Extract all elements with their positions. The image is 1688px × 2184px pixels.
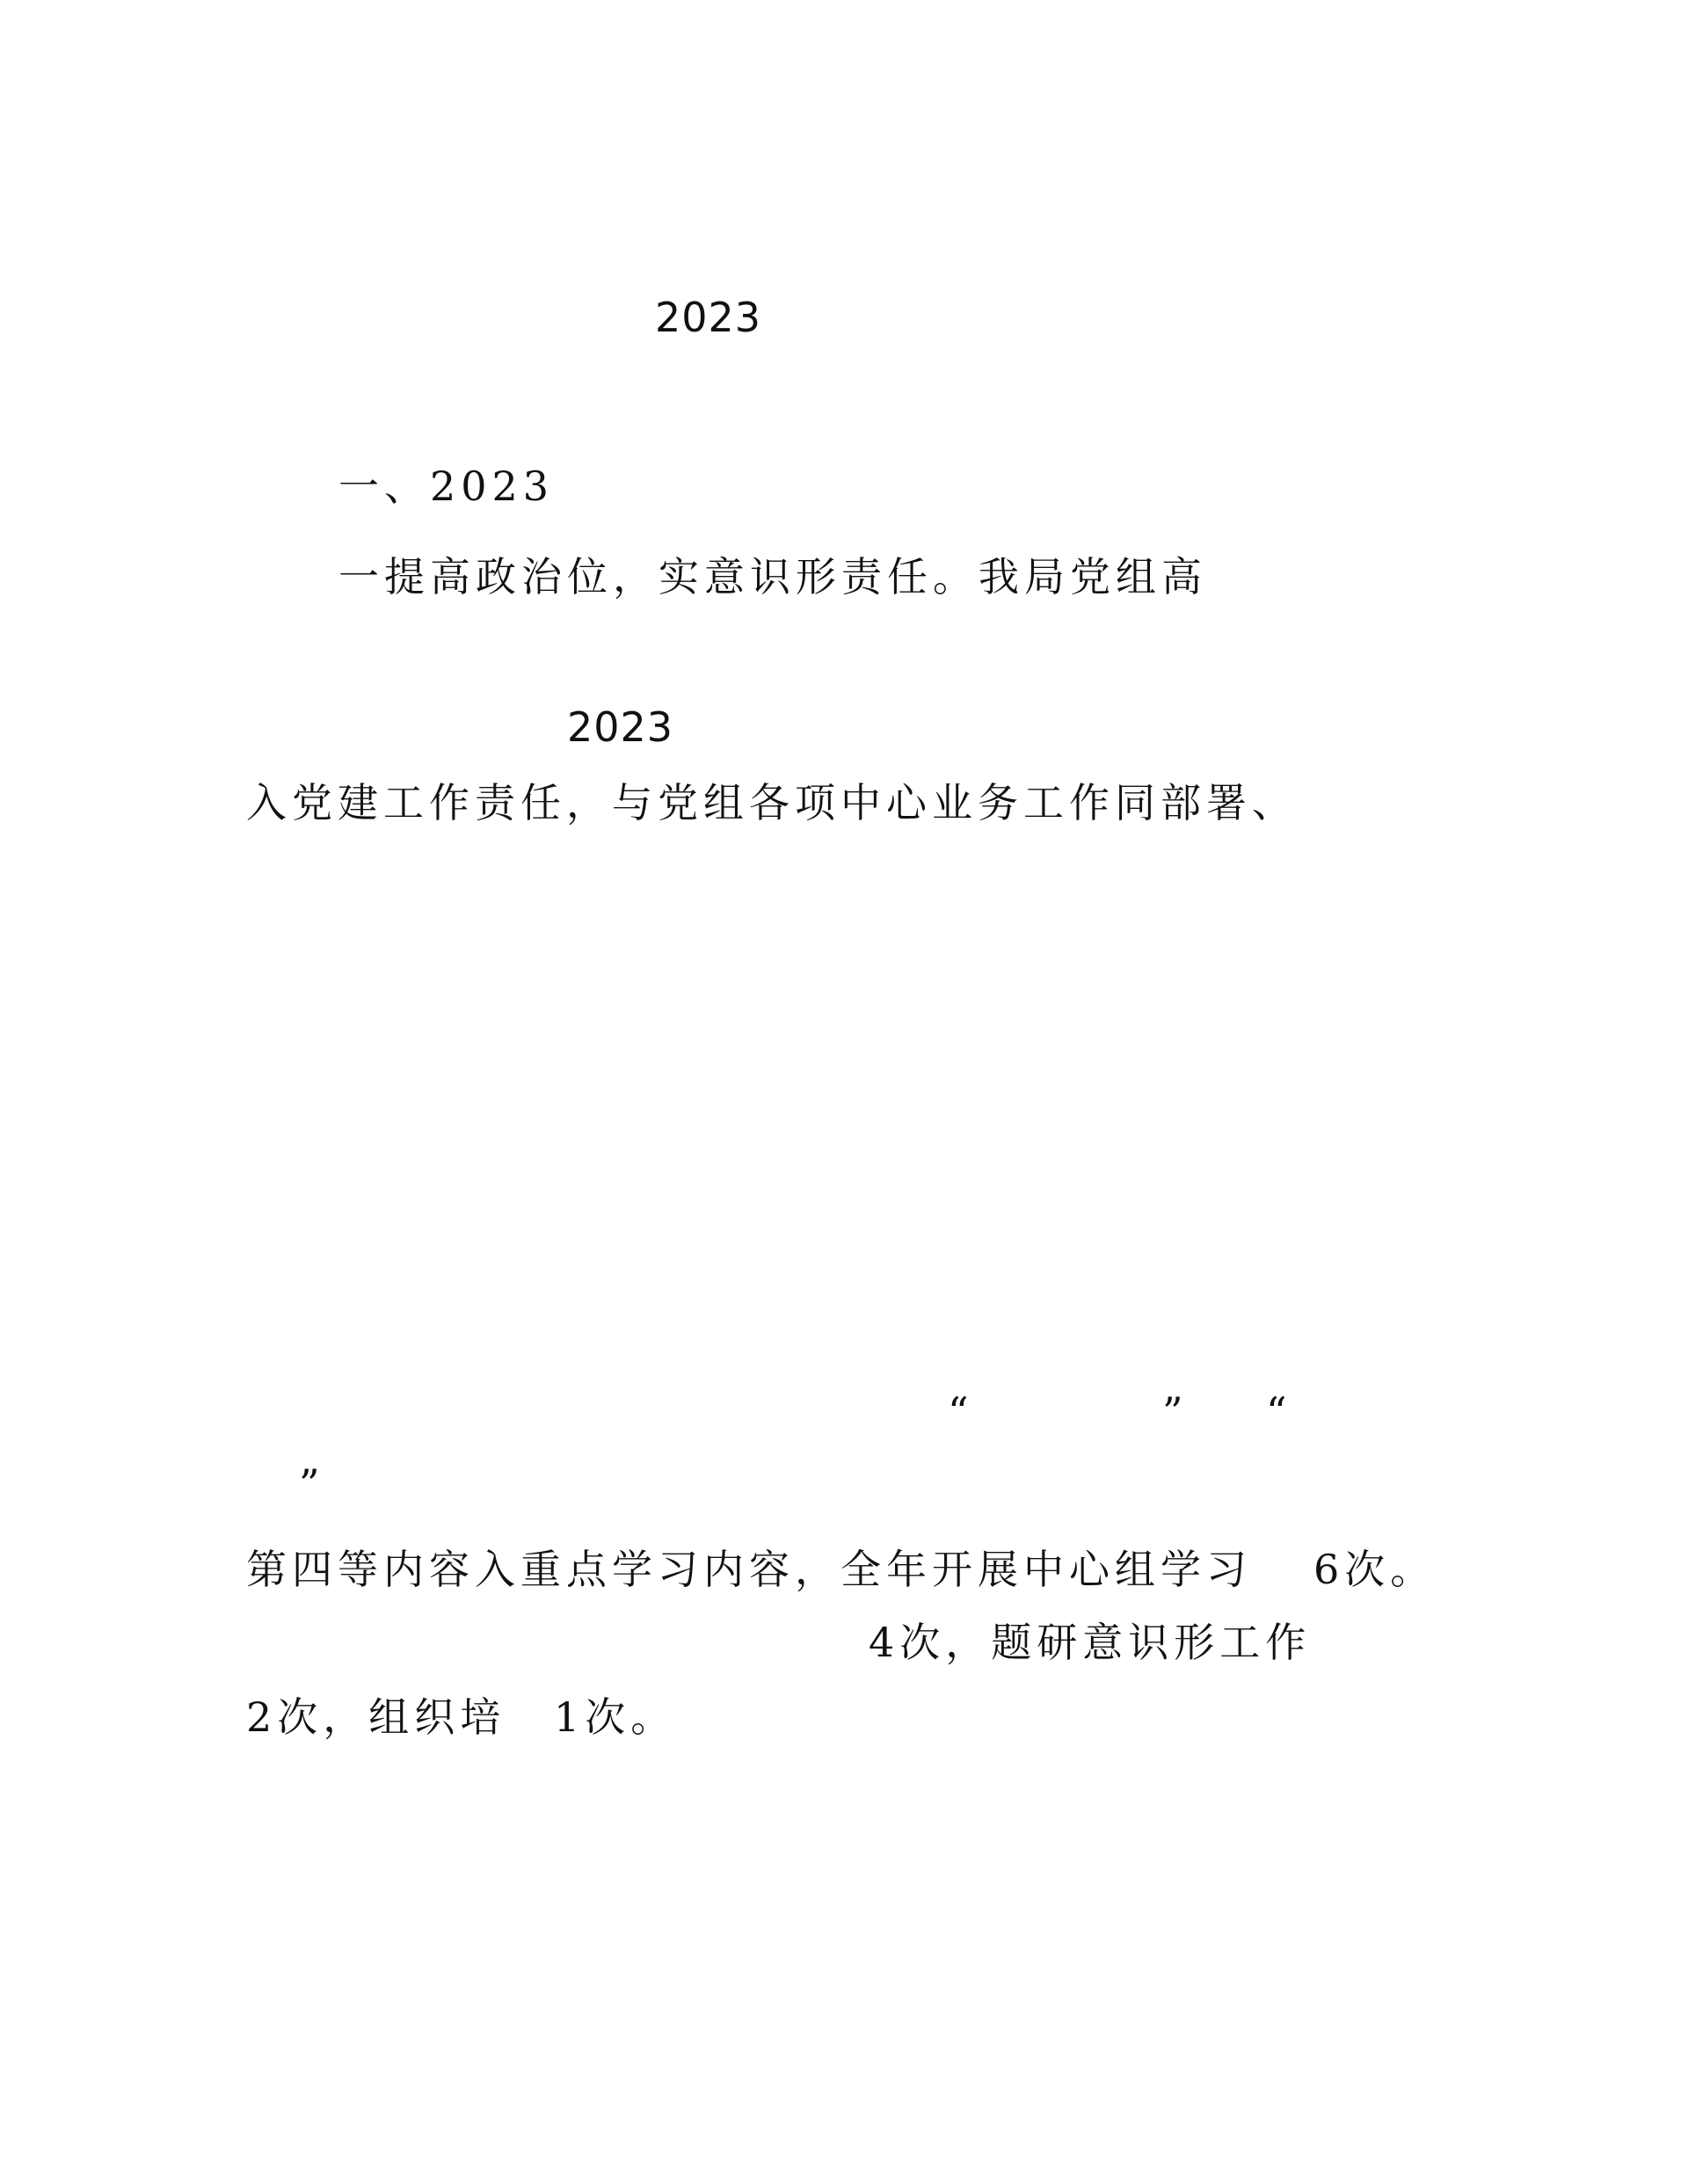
paragraph-2-line-2: 4次，题研意识形工作 — [869, 1619, 1312, 1666]
quote-open-mark-2: “ — [1266, 1388, 1287, 1436]
paragraph-2-line-1: 第四等内容入重点学习内容，全年开展中心组学习 — [246, 1546, 1252, 1593]
paragraph-1-line-1: 一提高政治位，实意识形责任。我局党组高 — [338, 553, 1207, 601]
quote-open-mark-1: “ — [948, 1388, 969, 1436]
section-heading: 一、2023 — [338, 462, 555, 510]
paragraph-2-line-3-a: 2次，组织培 — [246, 1693, 506, 1741]
paragraph-1-line-2: 入党建工作责任，与党组各项中心业务工作同部署、 — [246, 779, 1298, 826]
document-title-year: 2023 — [655, 294, 762, 341]
paragraph-1-year: 2023 — [567, 703, 674, 751]
paragraph-2-line-3-b: 1次。 — [554, 1693, 677, 1741]
quote-close-mark-2: ” — [299, 1460, 320, 1508]
quote-close-mark-1: ” — [1162, 1388, 1183, 1436]
paragraph-2-line-1-count: 6次。 — [1313, 1546, 1437, 1593]
